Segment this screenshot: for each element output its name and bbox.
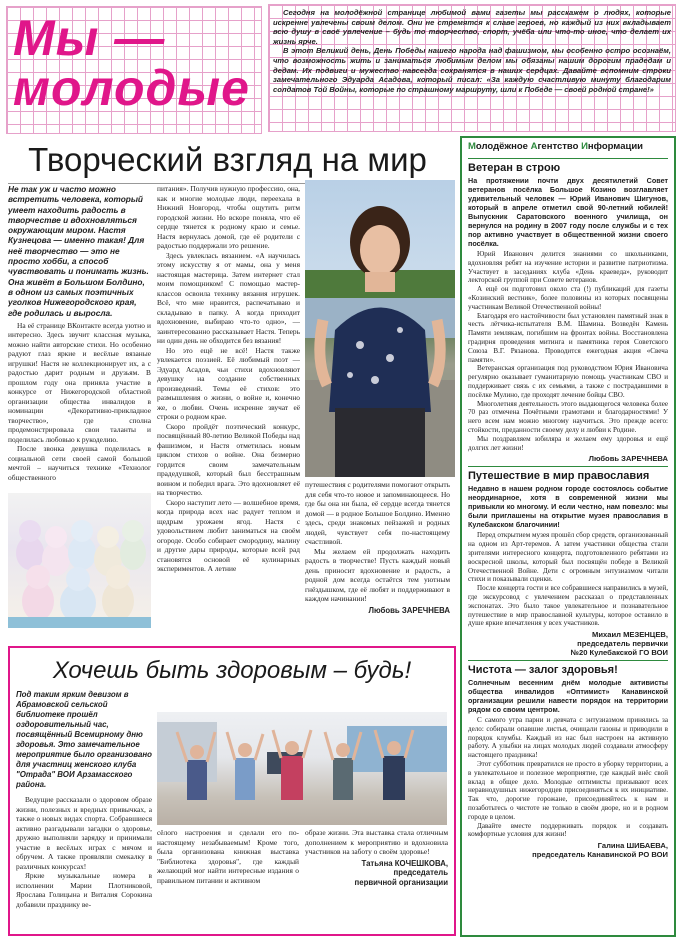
story1-title: Ветеран в строю bbox=[468, 162, 561, 174]
agency-letter: А bbox=[530, 141, 538, 152]
divider bbox=[468, 660, 668, 661]
story1-body bbox=[468, 250, 668, 452]
portrait-illustration bbox=[305, 180, 455, 477]
article2-column-1 bbox=[16, 690, 152, 932]
agency-word: олодёжное bbox=[475, 141, 531, 152]
masthead-title-line2: молодые bbox=[13, 60, 250, 116]
sidebar-agency bbox=[460, 136, 676, 937]
article2-headline: Хочешь быть здоровым – будь! bbox=[52, 657, 412, 684]
article1-column-3 bbox=[305, 480, 450, 638]
article2-column-2 bbox=[157, 828, 299, 932]
article1-paragraph: Здесь увлеклась вязанием. «А научилась этому искусству я от мамы, она у меня настоящая мастерица. Затем интернет стал моим помощником! С помощью мастер-классов освоила технику вязания игрушек. Всё, что мне нравится, распечатываю и складываю в папку. А когда приходит вдохновение, выбираю что-то одно», — заинтересованно рассказывает Настя. Теперь ни один день не обходится без вязания! bbox=[157, 250, 300, 345]
article2-signature-role: первичной организации bbox=[354, 877, 448, 887]
story2-lead: Недавно в нашем родном городе состоялось событие неординарное, хотя в современной жизни мы привыкли ко многому. И если честно, нам повезло: мы были приглашены на открытие музея православия в Кулебакском благочинии! bbox=[468, 484, 668, 530]
portrait-photo bbox=[305, 180, 455, 477]
agency-banner bbox=[468, 141, 668, 155]
knitted-toys-illustration bbox=[8, 493, 151, 628]
story1-paragraph: Ветеранская организация под руководством Юрия Ивановича регулярно оказывает гуманитарную помощь участникам СВО и поддерживает связь с их семьями, а также с пострадавшими в посёлке Мулино, где проходят лечение бойцы СВО. bbox=[468, 364, 668, 399]
article1-column-2 bbox=[157, 184, 300, 639]
story1-signature: Любовь ЗАРЕЧНЕВА bbox=[588, 454, 668, 464]
divider bbox=[468, 158, 668, 159]
article1-lead: Не так уж и часто можно встретить человека, который умеет находить радость в творчестве и вдохновляться окружающим миром. Настя Кузнецова — именно такая! Для неё творчество — это не просто хобби, а способ чувствовать и понимать жизнь. Она живёт в Большом Болдино, в одном из самых поэтичных уголков Нижегородского края, где родилась и выросла. bbox=[8, 184, 149, 318]
agency-letter: И bbox=[581, 141, 588, 152]
story2-body bbox=[468, 531, 668, 628]
story3-body bbox=[468, 716, 668, 839]
story3-paragraph: С самого утра парни и девчата с энтузиазмом принялись за дело: собирали опавшие листья, очищали газоны и приводили в порядок клумбы. Каждый из нас был настроен на активную работу. А улыбки на лицах молодых людей создавали атмосферу настоящего праздника! bbox=[468, 716, 668, 760]
article1-paragraph: Скоро наступит лето — волшебное время, когда природа всех нас радует теплом и щедрым урожаем ягод. Настя с удовольствием любит заниматься на своём огороде. Особо собирает смородину, малину и другие дары природы, которые всей рад становятся основой её кулинарных экспериментов. А летние bbox=[157, 497, 300, 573]
agency-word: нформации bbox=[587, 141, 644, 152]
story3-title: Чистота — залог здоровья! bbox=[468, 664, 618, 677]
story3-paragraph: Давайте вместе поддерживать порядок и создавать комфортные условия для жизни! bbox=[468, 821, 668, 839]
article1-paragraph: Скоро пройдёт поэтический конкурс, посвящённый 80-летию Великой Победы над фашизмом, и Настя отметилась новым циклом стихов о войне. Она безмерно гордится своим замечательным прадедушкой, который был бесстрашным воином и победил врага. Это вдохновляет её на творчество. bbox=[157, 421, 300, 497]
story3-lead: Солнечным весенним днём молодые активисты общества инвалидов «Оптимист» Канавинской организации решили навести порядок на территории рядом со своим центром. bbox=[468, 678, 668, 715]
article1-column-1 bbox=[8, 184, 151, 489]
article1-paragraph: путешествия с родителями помогают открыть для себя что-то новое и запоминающееся. Но где бы она ни была, её сердце всегда тянется домой — в родное Большое Болдино. Именно здесь, среди знакомых пейзажей и родных людей, чувствует себя по-настоящему счастливой. bbox=[305, 480, 450, 546]
intro-paragraph-1: Сегодня на молодёжной странице любимой вами газеты мы расскажем о людях, которые искренне увлечены своим делом. Они не стремятся к славе героев, но каждый из них вкладывает всю душу в своё увлечение – будь то творчество, спорт, учёба или что-то иное, что делает их жизнь ярче. bbox=[273, 8, 671, 46]
story2-signature bbox=[468, 630, 668, 657]
story2-paragraph: После концерта гости и все собравшиеся направились в музей, где экскурсовод с увлечением рассказал о представленных экспонатах. Это было такое увлекательное и познавательное путешествие в мир православной культуры, которое оставило в душе яркие впечатления у всех участников. bbox=[468, 584, 668, 628]
masthead-title-line1: Мы — bbox=[13, 10, 166, 66]
story3-signature-name: Галина ШИБАЕВА, bbox=[597, 841, 668, 851]
story3-signature bbox=[468, 841, 668, 859]
article1-paragraph: Мы желаем ей продолжать находить радость в творчестве! Пусть каждый новый день приносит вдохновение и радость, а родной дом всегда остаётся тем уютным гнёздышком, где её любят и поддерживают в каждом начинании! bbox=[305, 546, 450, 603]
story1-paragraph: Мы поздравляем юбиляра и желаем ему здоровья и ещё долгих лет жизни! bbox=[468, 434, 668, 452]
agency-letter: М bbox=[468, 141, 476, 152]
story3-signature-role: председатель Канавинской РО ВОИ bbox=[532, 850, 668, 860]
article1-headline: Творческий взгляд на мир bbox=[28, 141, 427, 178]
article2-column-3 bbox=[305, 828, 448, 932]
story1-paragraph: Благодаря его настойчивости был установлен памятный знак в честь лётчика-испытателя В.М. Шамина. Возведён Камень Памяти землякам, погибшим на фронтах войны. Восстановлена градирня проведения митинга и памятника героя Советского Союза В.Г. Рязанова. Проводится ежегодная акция «Свеча памяти». bbox=[468, 311, 668, 364]
story1-paragraph: Многолетняя деятельность этого выдающегося человека более 70 раз отмечена Почётными грамотами и благодарностями! У него всем нам можно многому научиться. Это прежде всего: стойкости, преданности своему делу и любви к Родине. bbox=[468, 399, 668, 434]
story2-signature-name: Михаил МЕЗЕНЦЕВ, bbox=[592, 630, 668, 640]
article2-paragraph: Яркие музыкальные номера в исполнении Марии Плотниковой, Ярослава Голицына и Виталия Сорокина добавили празднику ве- bbox=[16, 871, 152, 909]
story2-title: Путешествие в мир православия bbox=[468, 470, 650, 483]
story2-paragraph: Перед открытием музея прошёл сбор средств, организованный на одном из Арт-теремов. А затем участники общества стали зрителями интересного концерта, подготовленного ребятами из воскресной школы, который был посвящён победе в Великой Отечественной Войне. Дети с огромным энтузиазмом читали стихи и показывали сценки. bbox=[468, 531, 668, 584]
masthead-grid bbox=[6, 6, 262, 134]
divider bbox=[468, 466, 668, 467]
story3-paragraph: Этот субботник превратился не просто в уборку территории, а в увлекательное и полезное мероприятие, где каждый внёс свой вклад в общее дело. Молодые оптимисты призывают всех неравнодушных нижегородцев присоединяться к их инициативе. Так что, дорогие горожане, присоединяйтесь к нам и позаботьтесь о чистоте не только в своём дворе, но и в родном городе в целом. bbox=[468, 760, 668, 821]
article2-paragraph: Ведущие рассказали о здоровом образе жизни, полезных и вредных привычках, а также о новых видах спорта. Собравшиеся активно разгадывали загадки о здоровье, дружно выполняли зарядку и принимали участие в весёлых играх с мячом и обручем. А также проявляли смекалку в различных конкурсах! bbox=[16, 795, 152, 871]
article2-lead: Под таким ярким девизом в Абрамовской сельской библиотеке прошёл оздоровительный час, посвящённый Всемирному дню здоровья. Это замечательное мероприятие было организовано для участниц женского клуба "Отрада" ВОИ Арзамасского района. bbox=[16, 690, 152, 789]
story2-signature-role: №20 Кулебакской ГО ВОИ bbox=[570, 648, 668, 658]
masthead-title bbox=[13, 10, 250, 116]
intro-paragraph-2: В этот Великий день, День Победы нашего народа над фашизмом, мы особенно остро осознаём, что возможность жить и заниматься любимым делом мы обязаны нашим дорогим прадедам и дедам. Их подвиги и мужество навсегда сохранятся в наших сердцах. Давайте вспомним строки замечательного Эдуарда Асадова, который писал: «За каждую счастливую минуту благодарим солдатов Той Войны, которые по страшному маршруту, шли к Победе — своей родной стране!» bbox=[273, 46, 671, 94]
story1-lead: На протяжении почти двух десятилетий Совет ветеранов посёлка Большое Козино возглавляет удивительный человек — Юрий Иванович Шигунов, который в апреле отметил свой 90-летний юбилей! Выпускник Саратовского военного училища, он вернулся на родину в 2007 году после службы и с тех пор активно участвует в общественной жизни своего посёлка. bbox=[468, 176, 668, 248]
article1-signature: Любовь ЗАРЕЧНЕВА bbox=[368, 605, 450, 615]
story1-paragraph: А ещё он подготовил около ста (!) публикаций для газеты «Козинский вестник», более половины из которых посвящены участникам Великой Отечественной войны! bbox=[468, 285, 668, 311]
article2-signature-name: Татьяна КОЧЕШКОВА, bbox=[361, 858, 448, 868]
story1-paragraph: Юрий Иванович делится знаниями со школьниками, вдохновляя ребят на изучение истории и развитие патриотизма. Участвует в заседаниях клуба «День краеведа», руководит лекторской группой при Совете ветеранов. bbox=[468, 250, 668, 285]
exercise-illustration bbox=[157, 712, 447, 825]
article2-paragraph: сёлого настроения и сделали его по-настоящему незабываемым! Кроме того, была организована книжная выставка "Библиотека здоровья", где каждый желающий мог найти интересные издания о правильном питании и активном bbox=[157, 828, 299, 885]
article2-signature-role: председатель bbox=[393, 868, 448, 877]
article1-paragraph: Но это ещё не всё! Настя также увлекается поэзией. Её любимый поэт — Эдуард Асадов, чьи стихи вдохновляют девушку на создание собственных произведений. Темы её стихов: это размышления о жизни, о войне и, конечно же, о любви. Очень искренне звучат её строки о родном крае. bbox=[157, 345, 300, 421]
article1-paragraph: питания». Получив нужную профессию, она, как и многие молодые люди, переехала в Нижний Новгород, чтобы ощутить ритм городской жизни. Но вскоре поняла, что её сердце тянется к родному краю и семье. Настя вернулась домой, где её родители с радостью поддержали это решение. bbox=[157, 184, 300, 250]
article2-paragraph: образе жизни. Эта выставка стала отличным дополнением к мероприятию и вдохновила участников на заботу о своём здоровье! bbox=[305, 828, 448, 856]
knitted-toys-photo bbox=[8, 493, 151, 628]
exercise-photo bbox=[157, 712, 447, 825]
masthead-intro bbox=[268, 4, 676, 132]
agency-word: гентство bbox=[537, 141, 582, 152]
story2-signature-role: председатель первички bbox=[577, 639, 668, 649]
article1-paragraph: После звонка девушка поделилась в социальной сети своей самой большой мечтой – научиться технике «Технолог общественного bbox=[8, 444, 151, 482]
article1-paragraph: На её странице ВКонтакте всегда уютно и интересно. Здесь звучит классная музыка, можно найти авторские стихи. Но особенно радуют глаз яркие и весёлые вязаные игрушки! Настя не коллекционирует их, а с радостью дарит родным и друзьям. В прошлом году она приняла участие в конкурсе от Нижегородской областной организации общества инвалидов в номинации «Декоративно-прикладное творчество», где сполна продемонстрировала свои таланты и поделилась любовью к рукоделию. bbox=[8, 320, 151, 444]
